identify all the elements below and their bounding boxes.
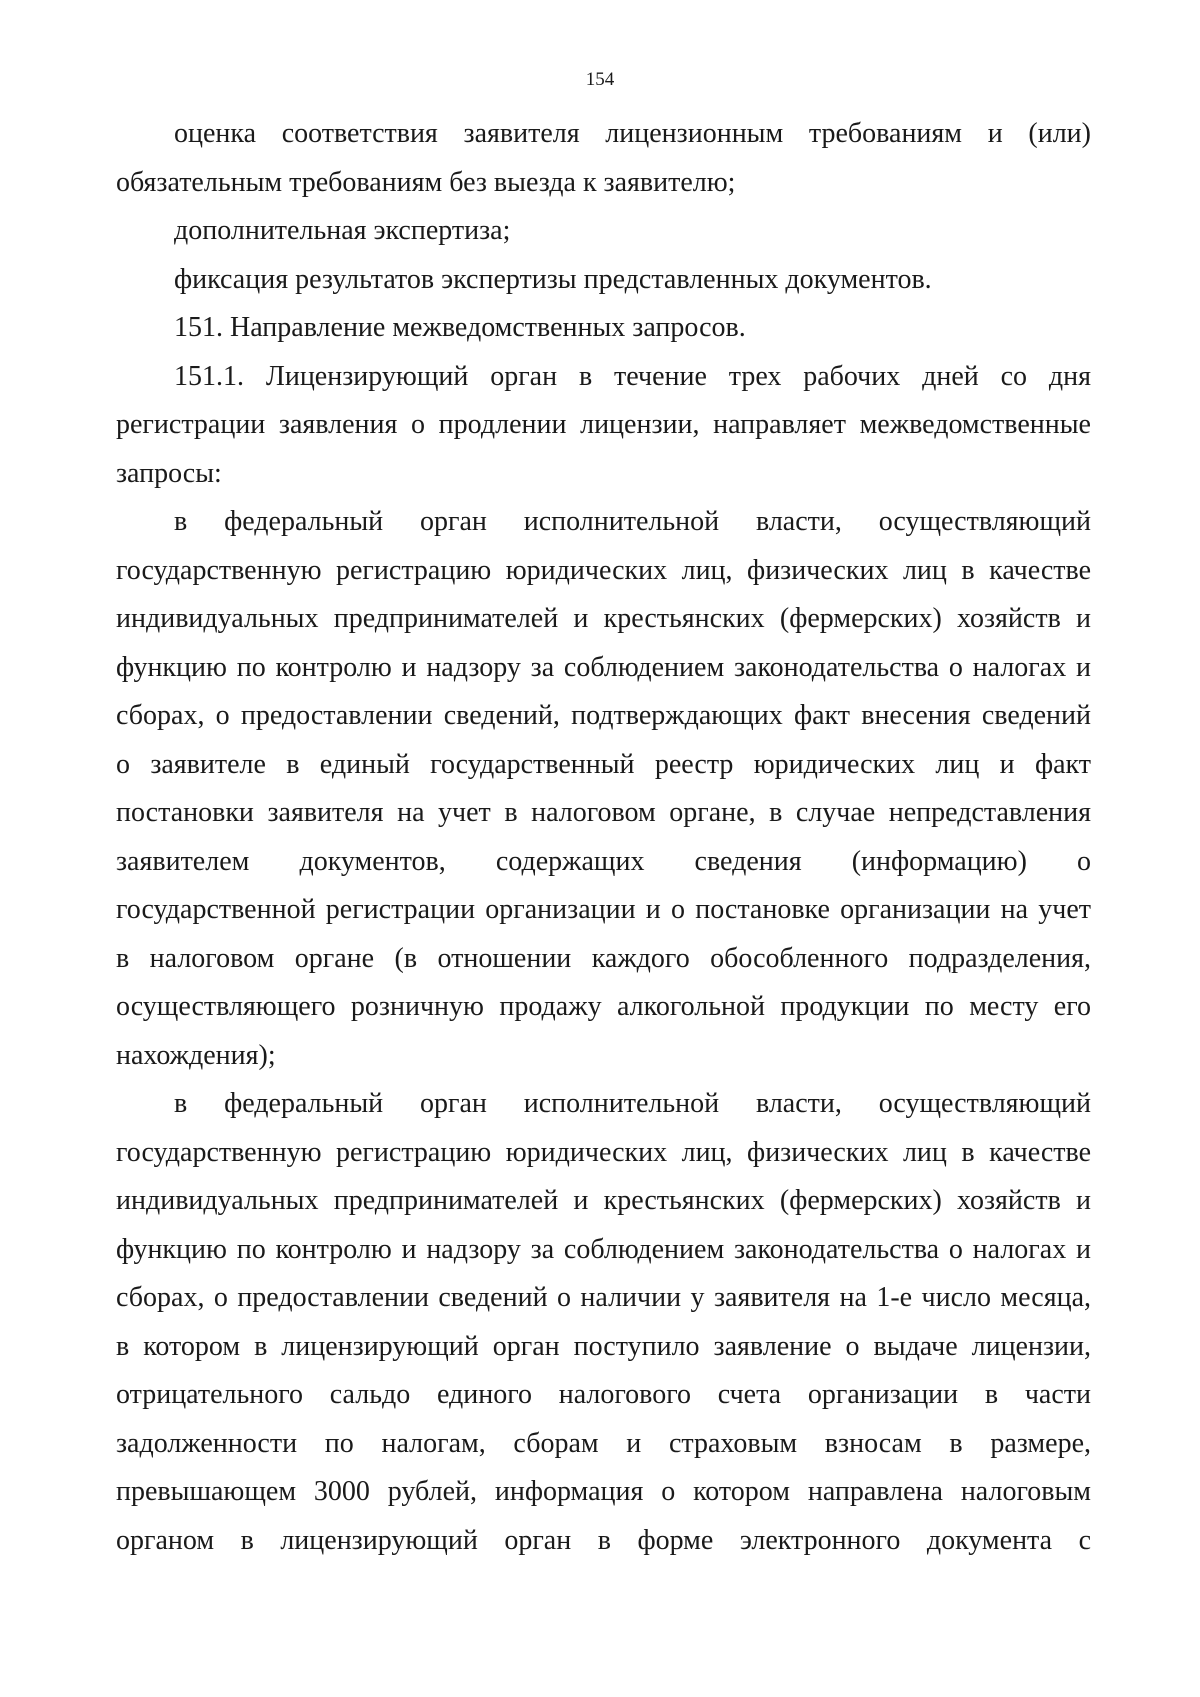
text-line: в налоговом органе (в отношении каждого обособленного подразделения, — [116, 942, 1091, 974]
text-line: органом в лицензирующий орган в форме электронного документа с — [116, 1524, 1091, 1556]
text-line: отрицательного сальдо единого налогового счета организации в части — [116, 1379, 1091, 1410]
text-line: индивидуальных предпринимателей и крестьянских (фермерских) хозяйств и — [116, 1185, 1091, 1216]
text-line: задолженности по налогам, сборам и страховым взносам в размере, — [116, 1427, 1091, 1459]
text-line: 151.1. Лицензирующий орган в течение трех рабочих дней со дня — [174, 360, 1091, 392]
text-line: оценка соответствия заявителя лицензионным требованиям и (или) — [174, 118, 1091, 149]
text-line: государственную регистрацию юридических лиц, физических лиц в качестве — [116, 1136, 1091, 1168]
page-number: 154 — [585, 69, 615, 90]
text-line: функцию по контролю и надзору за соблюдением законодательства о налогах и — [116, 1233, 1091, 1265]
text-line: о заявителе в единый государственный реестр юридических лиц и факт — [116, 748, 1091, 780]
text-line: в котором в лицензирующий орган поступило заявление о выдаче лицензии, — [116, 1330, 1091, 1362]
text-line: 151. Направление межведомственных запросов. — [174, 312, 746, 343]
text-line: обязательным требованиям без выезда к заявителю; — [116, 166, 736, 198]
text-line: постановки заявителя на учет в налоговом органе, в случае непредставления — [116, 797, 1091, 828]
text-line: регистрации заявления о продлении лицензии, направляет межведомственные — [116, 409, 1091, 440]
text-line: функцию по контролю и надзору за соблюдением законодательства о налогах и — [116, 651, 1091, 683]
text-line: индивидуальных предпринимателей и крестьянских (фермерских) хозяйств и — [116, 603, 1091, 634]
text-line: государственную регистрацию юридических лиц, физических лиц в качестве — [116, 554, 1091, 586]
text-line: государственной регистрации организации и о постановке организации на учет — [116, 894, 1091, 925]
text-line: заявителем документов, содержащих сведения (информацию) о — [116, 845, 1091, 877]
text-line: превышающем 3000 рублей, информация о котором направлена налоговым — [116, 1476, 1091, 1507]
text-line: в федеральный орган исполнительной власти, осуществляющий — [174, 1088, 1091, 1119]
text-line: сборах, о предоставлении сведений о наличии у заявителя на 1-е число месяца, — [116, 1282, 1091, 1313]
document-body — [116, 110, 1091, 1565]
text-line: сборах, о предоставлении сведений, подтверждающих факт внесения сведений — [116, 700, 1091, 731]
text-line: запросы: — [116, 457, 222, 489]
text-line: осуществляющего розничную продажу алкогольной продукции по месту его — [116, 991, 1091, 1022]
text-line: фиксация результатов экспертизы представленных документов. — [174, 263, 932, 295]
text-line: дополнительная экспертиза; — [174, 215, 511, 246]
text-line: в федеральный орган исполнительной власти, осуществляющий — [174, 506, 1091, 537]
text-line: нахождения); — [116, 1039, 276, 1071]
